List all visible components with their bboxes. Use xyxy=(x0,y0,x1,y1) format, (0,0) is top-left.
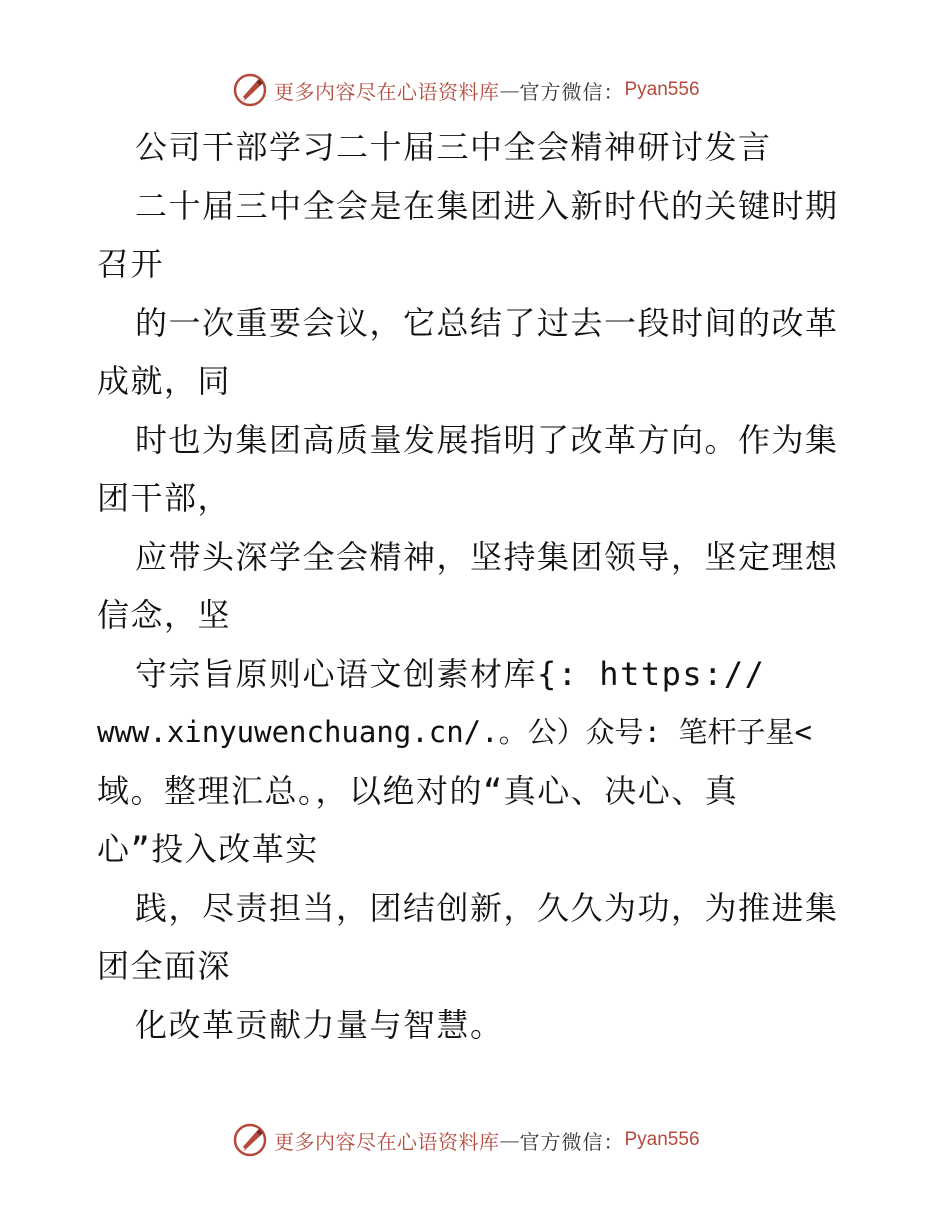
document-title: 公司干部学习二十届三中全会精神研讨发言 xyxy=(135,128,772,166)
banner-wechat-id: Pyan556 xyxy=(624,1129,700,1150)
text-line: 时也为集团高质量发展指明了改革方向。作为集 xyxy=(135,420,839,459)
text-line: 成就，同 xyxy=(97,362,232,400)
banner-main-text: 更多内容尽在心语资料库 xyxy=(274,1129,500,1154)
text-line: 践，尽责担当，团结创新，久久为功，为推进集 xyxy=(135,888,839,927)
text-line-url: www.xinyuwenchuang.cn/.。公）众号: 笔杆子星< xyxy=(97,715,812,749)
text-line: 域。整理汇总。，以绝对的“真心、决心、真 xyxy=(97,771,739,810)
text-line: 团干部， xyxy=(97,479,232,517)
text-line: 心”投入改革实 xyxy=(97,830,319,868)
banner-main-text: 更多内容尽在心语资料库 xyxy=(274,79,500,104)
text-line: 团全面深 xyxy=(97,947,232,985)
footer-watermark-banner xyxy=(232,1122,712,1158)
text-line: 召开 xyxy=(97,245,165,283)
text-line: 的一次重要会议，它总结了过去一段时间的改革 xyxy=(135,303,839,342)
header-watermark-banner xyxy=(232,72,712,108)
pen-logo-icon xyxy=(232,1122,268,1158)
text-line: 二十届三中全会是在集团进入新时代的关键时期 xyxy=(135,186,839,225)
text-line: 应带头深学全会精神，坚持集团领导，坚定理想 xyxy=(135,537,839,576)
text-line: 守宗旨原则心语文创素材库{: https:// xyxy=(135,654,766,693)
document-body xyxy=(97,118,857,1054)
banner-wechat-id: Pyan556 xyxy=(624,79,700,100)
banner-dash: — xyxy=(499,1128,520,1152)
text-line: 化改革贡献力量与智慧。 xyxy=(135,1005,504,1044)
banner-wechat-label: 官方微信： xyxy=(519,79,625,104)
banner-dash: — xyxy=(499,78,520,102)
text-line: 信念，坚 xyxy=(97,596,232,634)
banner-wechat-label: 官方微信： xyxy=(519,1129,625,1154)
pen-logo-icon xyxy=(232,72,268,108)
